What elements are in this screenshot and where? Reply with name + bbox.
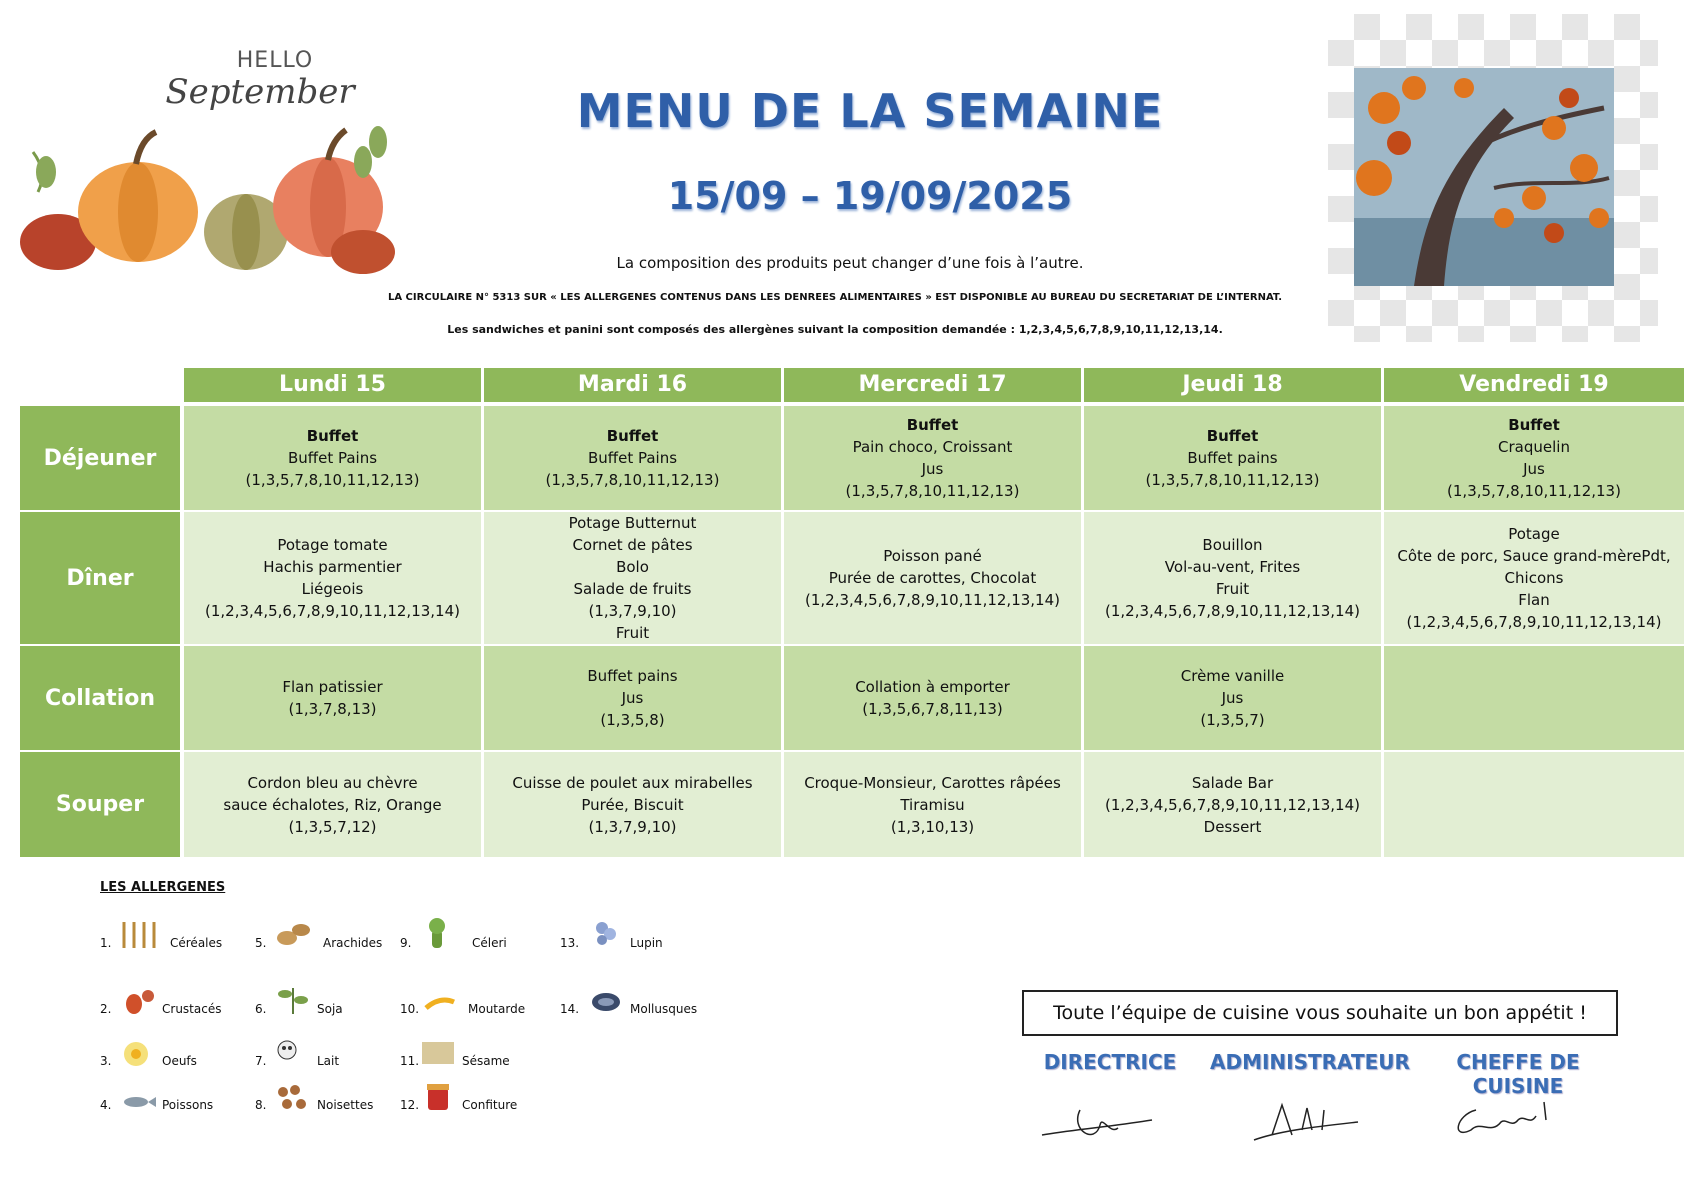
row-header-collation: Collation — [20, 646, 180, 750]
cell-line: (1,3,5,7,8,10,11,12,13) — [845, 482, 1020, 500]
menu-cell-empty — [1384, 752, 1684, 857]
signature-directrice — [1040, 1090, 1160, 1150]
cell-line: Côte de porc, Sauce grand-mèrePdt, — [1397, 547, 1671, 565]
sesame-icon — [418, 1036, 458, 1068]
row-header-diner: Dîner — [20, 512, 180, 644]
row-header-souper: Souper — [20, 752, 180, 857]
signature-cheffe-de-cuisine — [1446, 1090, 1566, 1150]
allergen-item — [400, 1080, 517, 1112]
cell-line: Poisson pané — [883, 547, 982, 565]
cell-line: (1,3,5,7,8,10,11,12,13) — [545, 471, 720, 489]
allergen-number: 13. — [560, 936, 580, 950]
cell-line: Potage tomate — [277, 536, 388, 554]
allergen-number: 8. — [255, 1098, 267, 1112]
circular-note: LA CIRCULAIRE N° 5313 SUR « LES ALLERGENES CONTENUS DANS LES DENREES ALIMENTAIRES » EST DISPONIBLE AU BUREAU DU SECRETARIAT DE L’INTERNAT. — [387, 292, 1283, 303]
cell-line: (1,3,5,7,8,10,11,12,13) — [1145, 471, 1320, 489]
menu-cell — [1084, 646, 1381, 750]
cell-line: Collation à emporter — [855, 678, 1010, 696]
role-cheffe-de-cuisine: CHEFFE DE CUISINE — [1456, 1050, 1580, 1098]
allergen-label: Noisettes — [317, 1098, 374, 1112]
sandwich-note: Les sandwiches et panini sont composés des allergènes suivant la composition demandée : 1,2,3,4,5,6,7,8,9,10,11,12,13,14. — [447, 323, 1223, 336]
cell-line: Bouillon — [1202, 536, 1263, 554]
cell-line: Salade de fruits — [573, 580, 692, 598]
allergen-label: Confiture — [462, 1098, 518, 1112]
september-text: September — [165, 72, 355, 112]
allergen-number: 7. — [255, 1054, 267, 1068]
day-header-mercredi: Mercredi 17 — [784, 368, 1081, 402]
allergen-label: Crustacés — [162, 1002, 222, 1016]
cell-line: Fruit — [615, 624, 650, 642]
menu-cell — [784, 752, 1081, 857]
menu-cell — [1084, 752, 1381, 857]
allergen-label: Lait — [317, 1054, 340, 1068]
allergen-label: Poissons — [162, 1098, 214, 1112]
allergen-number: 1. — [100, 936, 112, 950]
allergen-item — [255, 1080, 373, 1112]
cell-line: Jus — [1523, 460, 1545, 478]
allergen-item — [255, 918, 382, 950]
allergen-number: 3. — [100, 1054, 112, 1068]
allergen-number: 12. — [400, 1098, 420, 1112]
mollusc-icon — [586, 984, 626, 1016]
allergen-label: Soja — [317, 1002, 343, 1016]
cell-line: Buffet — [306, 427, 359, 445]
allergen-item — [400, 918, 507, 950]
cell-line: Flan — [1518, 591, 1550, 609]
allergen-number: 11. — [400, 1054, 420, 1068]
menu-cell — [484, 646, 781, 750]
cell-line: (1,3,5,7,8,10,11,12,13) — [245, 471, 420, 489]
cell-line: Potage — [1508, 525, 1560, 543]
cell-line: (1,3,5,7,12) — [288, 817, 377, 836]
milk-icon — [273, 1036, 313, 1068]
composition-note: La composition des produits peut changer d’une fois à l’autre. — [616, 254, 1084, 272]
crustacean-icon — [118, 984, 158, 1016]
allergen-label: Céleri — [472, 936, 507, 950]
hazelnut-icon — [273, 1080, 313, 1112]
lupin-icon — [586, 918, 626, 950]
cell-line: Jus — [621, 689, 644, 707]
cell-line: (1,2,3,4,5,6,7,8,9,10,11,12,13,14) — [204, 602, 460, 620]
allergen-number: 6. — [255, 1002, 267, 1016]
day-header-mardi: Mardi 16 — [484, 368, 781, 402]
cell-line: Flan patissier — [282, 678, 383, 696]
cell-line: Bolo — [616, 558, 649, 576]
allergen-label: Moutarde — [468, 1002, 526, 1016]
allergen-number: 2. — [100, 1002, 112, 1016]
cell-line: Crème vanille — [1180, 667, 1285, 685]
allergen-number: 9. — [400, 936, 412, 950]
cell-line: Chicons — [1504, 569, 1564, 587]
cell-line: Craquelin — [1498, 438, 1570, 456]
cell-line: Purée, Biscuit — [581, 795, 684, 814]
allergen-item — [255, 1036, 339, 1068]
allergen-label: Mollusques — [630, 1002, 698, 1016]
allergen-label: Céréales — [170, 936, 223, 950]
allergen-label: Lupin — [630, 936, 663, 950]
hello-text: HELLO — [236, 48, 314, 73]
cell-line: Buffet — [906, 416, 959, 434]
allergen-label: Sésame — [462, 1054, 510, 1068]
cell-line: Liégeois — [301, 580, 364, 598]
menu-cell — [784, 512, 1081, 644]
menu-cell — [184, 406, 481, 510]
cell-line: Buffet — [1508, 416, 1560, 434]
role-directrice: DIRECTRICE — [1043, 1050, 1177, 1074]
cell-line: Vol-au-vent, Frites — [1164, 558, 1301, 576]
role-administrateur: ADMINISTRATEUR — [1210, 1050, 1410, 1074]
peanut-icon — [273, 918, 313, 950]
cell-line: Buffet — [606, 427, 659, 445]
allergen-item — [560, 918, 663, 950]
allergen-item — [560, 984, 697, 1016]
cell-line: (1,3,5,8) — [600, 711, 665, 729]
allergen-label: Arachides — [323, 936, 383, 950]
cell-line: Buffet pains — [587, 667, 678, 685]
menu-cell — [484, 406, 781, 510]
allergen-item — [400, 1036, 510, 1068]
allergen-item — [100, 1080, 213, 1112]
menu-cell — [184, 512, 481, 644]
autumn-tree-image — [1354, 68, 1614, 286]
allergen-number: 14. — [560, 1002, 580, 1016]
cell-line: Jus — [1221, 689, 1244, 707]
soy-icon — [273, 984, 313, 1016]
cell-line: (1,3,5,7,8,10,11,12,13) — [1447, 482, 1621, 500]
allergen-item — [100, 1036, 197, 1068]
cell-line: (1,2,3,4,5,6,7,8,9,10,11,12,13,14) — [804, 591, 1060, 609]
signature-administrateur — [1252, 1090, 1362, 1150]
jam-icon — [418, 1080, 458, 1112]
cell-line: (1,2,3,4,5,6,7,8,9,10,11,12,13,14) — [1104, 795, 1360, 814]
cell-line: Cornet de pâtes — [572, 536, 693, 554]
cell-line: Dessert — [1203, 817, 1262, 836]
allergen-item — [100, 984, 221, 1016]
cell-line: Pain choco, Croissant — [852, 438, 1013, 456]
pumpkins-illustration — [18, 112, 408, 282]
cell-line: (1,2,3,4,5,6,7,8,9,10,11,12,13,14) — [1406, 613, 1662, 631]
allergens-title: LES ALLERGENES — [100, 880, 226, 895]
cell-line: Jus — [921, 460, 944, 478]
cell-line: Tiramisu — [900, 795, 965, 814]
mustard-icon — [418, 984, 458, 1016]
menu-cell — [1384, 406, 1684, 510]
allergen-item — [400, 984, 525, 1016]
cell-line: Buffet pains — [1187, 449, 1278, 467]
cell-line: Croque-Monsieur, Carottes râpées — [804, 773, 1061, 792]
celery-icon — [418, 918, 458, 950]
egg-icon — [118, 1036, 158, 1068]
allergen-item — [100, 918, 222, 950]
wheat-icon — [118, 918, 158, 950]
week-dates: 15/09 – 19/09/2025 — [667, 174, 1073, 218]
day-header-jeudi: Jeudi 18 — [1084, 368, 1381, 402]
menu-cell — [784, 646, 1081, 750]
cell-line: sauce échalotes, Riz, Orange — [223, 795, 442, 814]
menu-cell — [1384, 512, 1684, 644]
cell-line: (1,3,7,9,10) — [588, 817, 677, 836]
menu-cell — [484, 512, 781, 644]
cell-line: (1,3,10,13) — [890, 817, 975, 836]
cell-line: Buffet — [1206, 427, 1259, 445]
cell-line: (1,2,3,4,5,6,7,8,9,10,11,12,13,14) — [1104, 602, 1360, 620]
cell-line: (1,3,5,7) — [1200, 711, 1265, 729]
allergen-number: 5. — [255, 936, 267, 950]
cell-line: Cordon bleu au chèvre — [247, 773, 418, 792]
cell-line: Potage Butternut — [568, 514, 697, 532]
menu-cell-empty — [1384, 646, 1684, 750]
menu-cell — [184, 646, 481, 750]
cell-line: Hachis parmentier — [263, 558, 402, 576]
cell-line: (1,3,7,9,10) — [588, 602, 677, 620]
page-title: MENU DE LA SEMAINE — [576, 84, 1164, 138]
menu-cell — [784, 406, 1081, 510]
allergen-label: Oeufs — [162, 1054, 197, 1068]
bon-appetit-banner: Toute l’équipe de cuisine vous souhaite un bon appétit ! — [1022, 990, 1618, 1036]
cell-line: Cuisse de poulet aux mirabelles — [512, 773, 753, 792]
allergen-item — [255, 984, 343, 1016]
allergen-number: 10. — [400, 1002, 420, 1016]
cell-line: Fruit — [1215, 580, 1250, 598]
row-header-dejeuner: Déjeuner — [20, 406, 180, 510]
allergen-number: 4. — [100, 1098, 112, 1112]
cell-line: (1,3,7,8,13) — [288, 700, 377, 718]
menu-cell — [1084, 512, 1381, 644]
cell-line: (1,3,5,6,7,8,11,13) — [862, 700, 1003, 718]
menu-cell — [184, 752, 481, 857]
day-header-lundi: Lundi 15 — [184, 368, 481, 402]
menu-cell — [484, 752, 781, 857]
cell-line: Buffet Pains — [287, 449, 378, 467]
cell-line: Salade Bar — [1191, 773, 1274, 792]
day-header-vendredi: Vendredi 19 — [1384, 368, 1684, 402]
menu-cell — [1084, 406, 1381, 510]
cell-line: Purée de carottes, Chocolat — [828, 569, 1037, 587]
cell-line: Buffet Pains — [587, 449, 678, 467]
fish-icon — [118, 1080, 158, 1112]
